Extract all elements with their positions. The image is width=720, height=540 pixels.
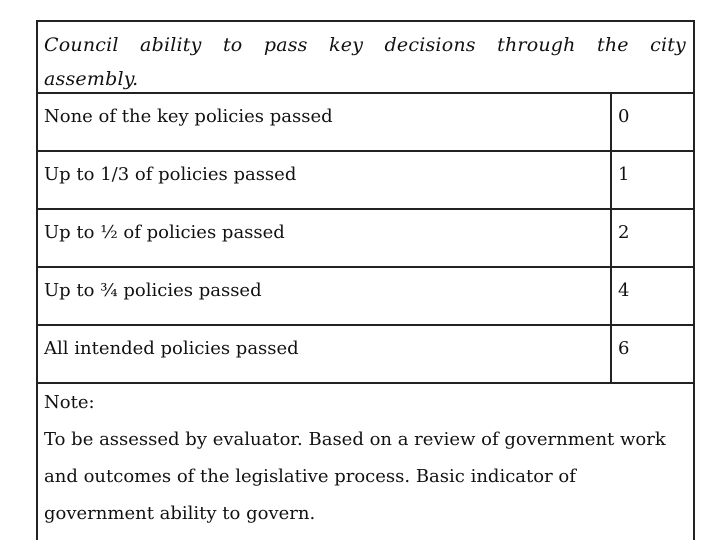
table-row (38, 94, 693, 152)
column-divider (610, 326, 612, 382)
row-label: Up to ¾ policies passed (44, 280, 262, 301)
row-score: 2 (618, 222, 630, 243)
column-divider (610, 152, 612, 208)
row-label: Up to 1/3 of policies passed (44, 164, 297, 185)
row-score: 6 (618, 338, 630, 359)
column-divider (610, 268, 612, 324)
table-row (38, 326, 693, 384)
row-label: Up to ½ of policies passed (44, 222, 285, 243)
note-section (44, 384, 688, 532)
row-score: 0 (618, 106, 630, 127)
table-title: Council ability to pass key decisions through the city assembly. (44, 34, 686, 90)
table-row (38, 210, 693, 268)
note-body: To be assessed by evaluator. Based on a review of government work and outcomes of the legislative process. Basic indicator of government ability to govern. (44, 429, 666, 524)
note-title: Note: (44, 392, 95, 413)
table-header-row (38, 22, 693, 94)
column-divider (610, 94, 612, 150)
row-label: None of the key policies passed (44, 106, 333, 127)
column-divider (610, 210, 612, 266)
table-row (38, 268, 693, 326)
scoring-table (36, 20, 695, 540)
row-score: 4 (618, 280, 630, 301)
row-label: All intended policies passed (44, 338, 299, 359)
row-score: 1 (618, 164, 630, 185)
table-row (38, 152, 693, 210)
